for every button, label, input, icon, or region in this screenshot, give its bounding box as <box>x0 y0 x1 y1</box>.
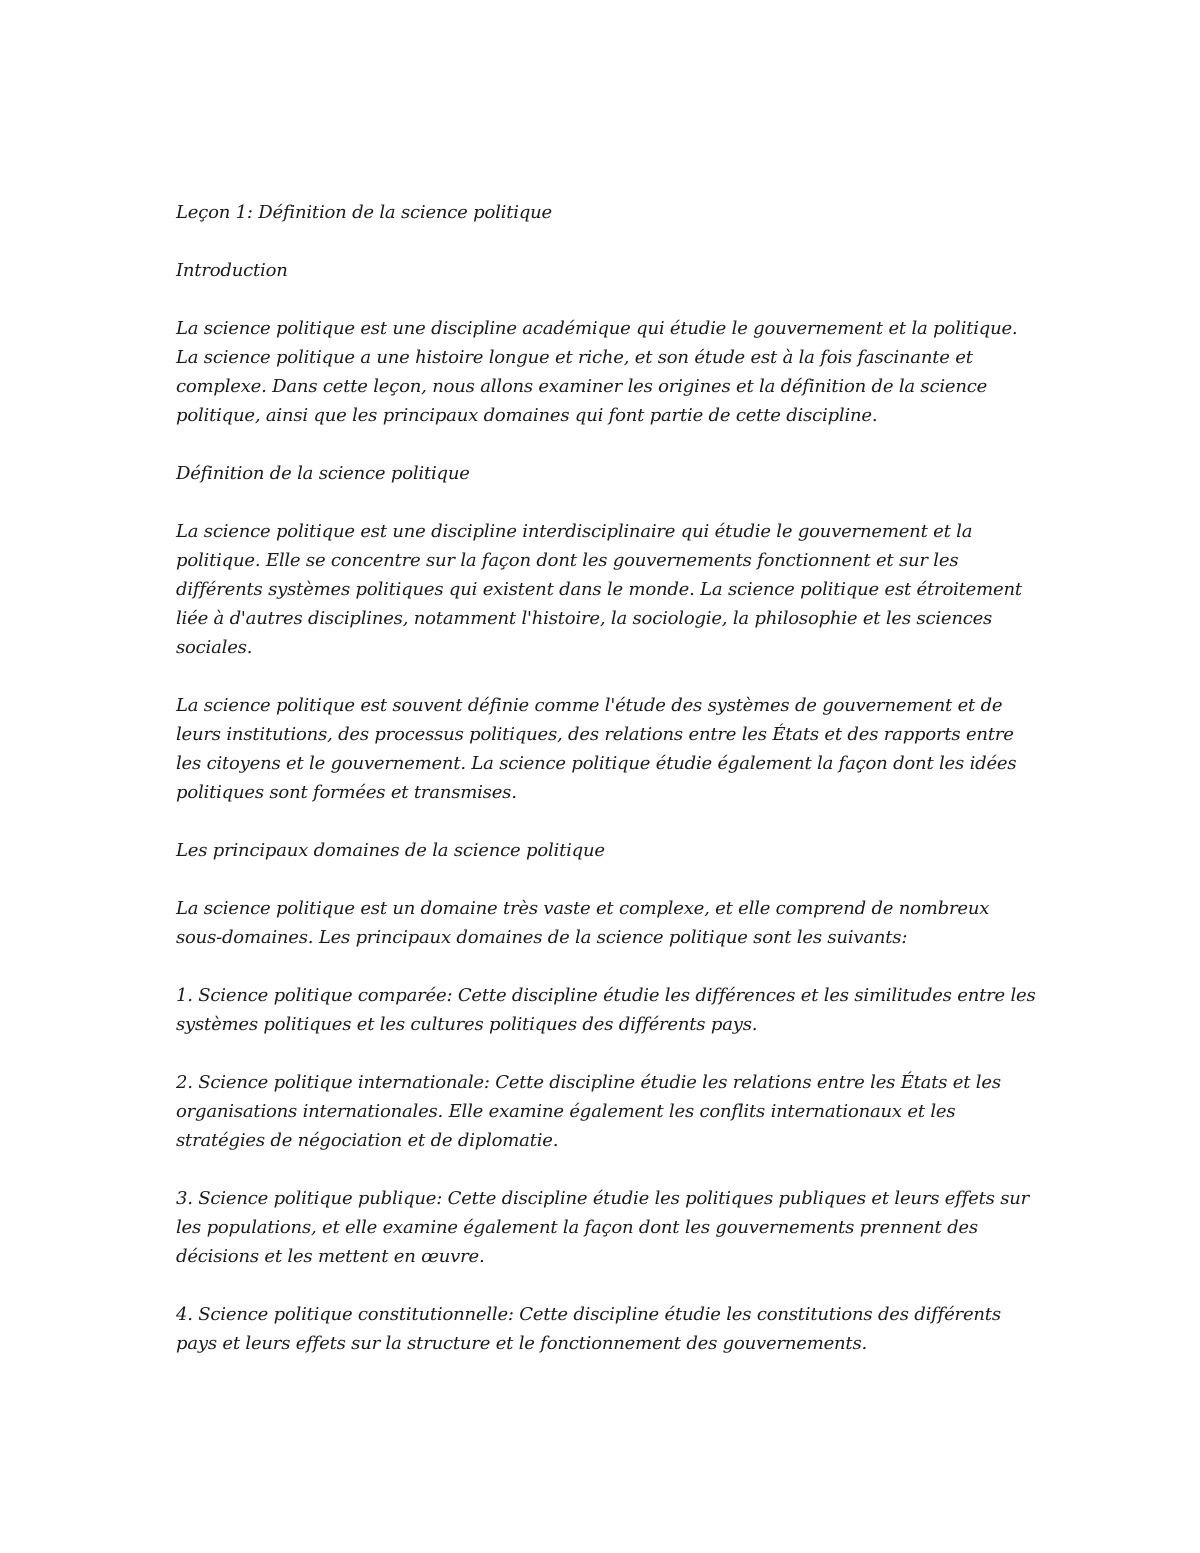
definition-paragraph-2: La science politique est souvent définie comme l'étude des systèmes de gouvernement et de leurs institutions, des processus politiques, des relations entre les États et des rapports entre les citoyens et le gouvernement. La science politique étudie également la façon dont les idées politiques sont formées et transmises. <box>176 695 1017 803</box>
domains-heading: Les principaux domaines de la science politique <box>176 840 605 861</box>
domain-item-internationale: 2. Science politique internationale: Cette discipline étudie les relations entre les États et les organisations internationales. Elle examine également les conflits internationaux et les stratégies de négociation et de diplomatie. <box>176 1072 1001 1151</box>
domain-item-comparee: 1. Science politique comparée: Cette discipline étudie les différences et les similitudes entre les systèmes politiques et les cultures politiques des différents pays. <box>176 985 1036 1035</box>
definition-heading: Définition de la science politique <box>176 463 470 484</box>
domains-intro: La science politique est un domaine très vaste et complexe, et elle comprend de nombreux sous-domaines. Les principaux domaines de la science politique sont les suivants: <box>176 898 990 948</box>
domain-item-publique: 3. Science politique publique: Cette discipline étudie les politiques publiques et leurs effets sur les populations, et elle examine également la façon dont les gouvernements prennent des décisions et les mettent en œuvre. <box>176 1188 1030 1267</box>
intro-paragraph: La science politique est une discipline académique qui étudie le gouvernement et la politique. La science politique a une histoire longue et riche, et son étude est à la fois fascinante et complexe. Dans cette leçon, nous allons examiner les origines et la définition de la science politique, ainsi que les principaux domaines qui font partie de cette discipline. <box>176 318 1018 426</box>
domain-item-constitutionnelle: 4. Science politique constitutionnelle: Cette discipline étudie les constitutions des différents pays et leurs effets sur la structure et le fonctionnement des gouvernements. <box>176 1304 1001 1354</box>
definition-paragraph-1: La science politique est une discipline interdisciplinaire qui étudie le gouvernement et la politique. Elle se concentre sur la façon dont les gouvernements fonctionnent et sur les différents systèmes politiques qui existent dans le monde. La science politique est étroitement liée à d'autres disciplines, notamment l'histoire, la sociologie, la philosophie et les sciences sociales. <box>176 521 1022 658</box>
document-body <box>176 198 1036 1387</box>
intro-heading: Introduction <box>176 260 288 281</box>
document-title: Leçon 1: Définition de la science politique <box>176 202 552 223</box>
